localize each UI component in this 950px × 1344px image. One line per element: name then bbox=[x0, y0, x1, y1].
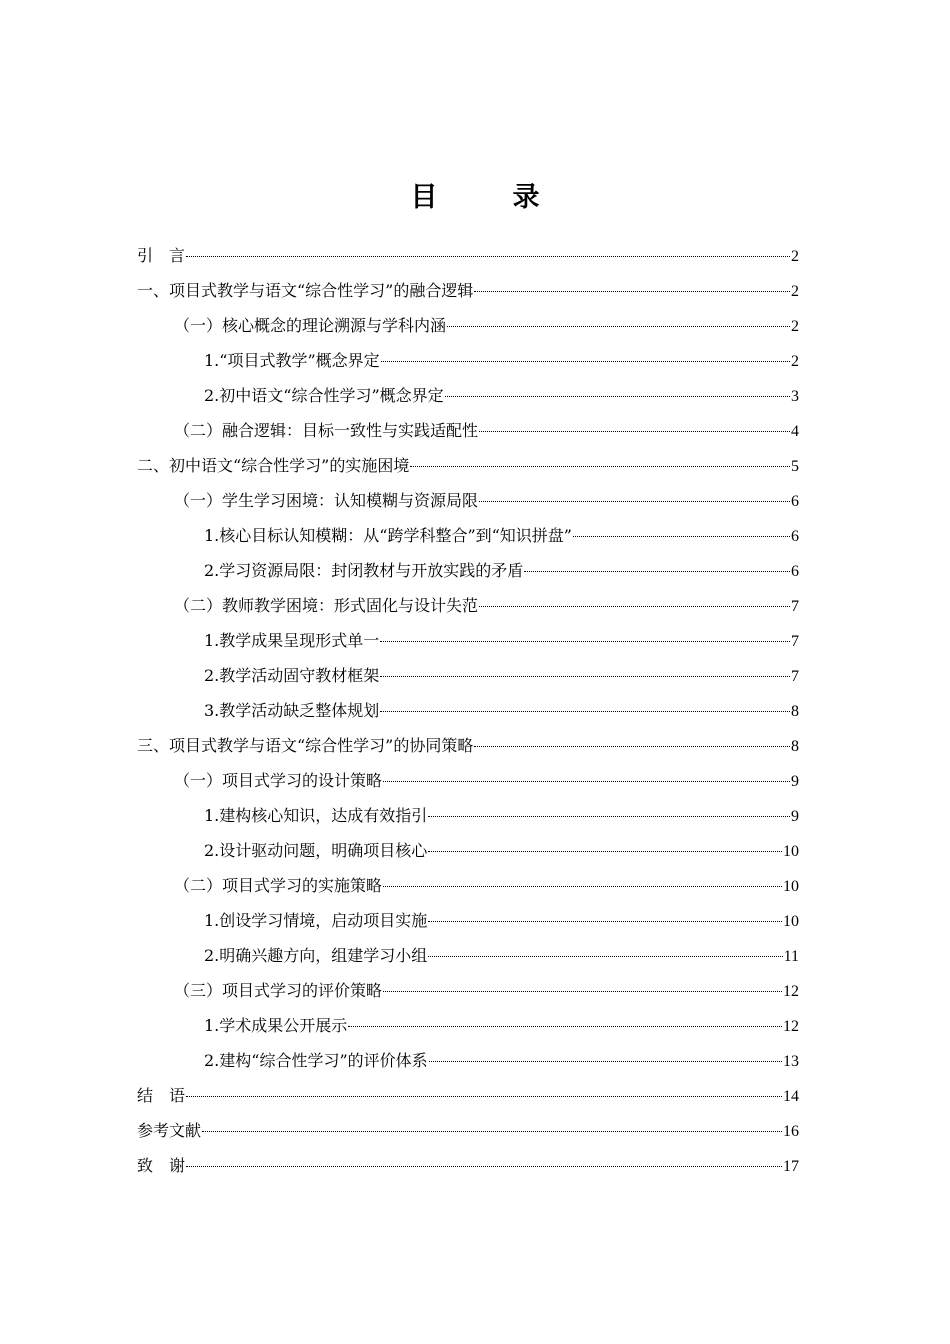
toc-entry-label: 2.初中语文“综合性学习”概念界定 bbox=[204, 386, 444, 405]
toc-entry[interactable] bbox=[137, 273, 799, 308]
page-title: 目 录 bbox=[410, 182, 564, 213]
toc-entry[interactable] bbox=[137, 763, 799, 798]
toc-entry[interactable] bbox=[137, 553, 799, 588]
toc-entry[interactable] bbox=[137, 1148, 799, 1183]
toc-entry-page-number: 7 bbox=[791, 633, 799, 650]
toc-entry[interactable] bbox=[137, 448, 799, 483]
toc-entry-label: （一）学生学习困境：认知模糊与资源局限 bbox=[174, 491, 479, 510]
toc-dot-leader bbox=[573, 536, 790, 537]
toc-entry-label: 参考文献 bbox=[137, 1121, 202, 1140]
toc-dot-leader bbox=[380, 641, 790, 642]
toc-entry[interactable] bbox=[137, 728, 799, 763]
toc-entry[interactable] bbox=[137, 658, 799, 693]
toc-entry-label: 一、项目式教学与语文“综合性学习”的融合逻辑 bbox=[137, 281, 474, 300]
toc-entry-label: 二、初中语文“综合性学习”的实施困境 bbox=[137, 456, 410, 475]
toc-entry-page-number: 6 bbox=[791, 493, 799, 510]
toc-entry-page-number: 7 bbox=[791, 598, 799, 615]
toc-entry-page-number: 2 bbox=[791, 353, 799, 370]
toc-dot-leader bbox=[428, 851, 782, 852]
toc-dot-leader bbox=[381, 361, 790, 362]
toc-entry[interactable] bbox=[137, 483, 799, 518]
toc-dot-leader bbox=[428, 816, 790, 817]
toc-entry[interactable] bbox=[137, 693, 799, 728]
toc-entry-label: （二）项目式学习的实施策略 bbox=[174, 876, 383, 895]
toc-entry-label: 结 语 bbox=[137, 1086, 186, 1105]
toc-entry-label: 1.“项目式教学”概念界定 bbox=[204, 351, 380, 370]
toc-dot-leader bbox=[186, 1096, 782, 1097]
toc-dot-leader bbox=[428, 921, 782, 922]
toc-entry-label: 1.核心目标认知模糊：从“跨学科整合”到“知识拼盘” bbox=[204, 526, 572, 545]
toc-entry-label: 2.学习资源局限：封闭教材与开放实践的矛盾 bbox=[204, 561, 524, 580]
toc-dot-leader bbox=[410, 466, 790, 467]
toc-entry-page-number: 12 bbox=[783, 983, 799, 1000]
toc-entry-label: 1.建构核心知识，达成有效指引 bbox=[204, 806, 428, 825]
toc-entry[interactable] bbox=[137, 343, 799, 378]
toc-entry-label: 1.教学成果呈现形式单一 bbox=[204, 631, 380, 650]
toc-entry[interactable] bbox=[137, 1043, 799, 1078]
toc-entry-page-number: 7 bbox=[791, 668, 799, 685]
toc-dot-leader bbox=[380, 711, 790, 712]
toc-entry-label: 三、项目式教学与语文“综合性学习”的协同策略 bbox=[137, 736, 474, 755]
toc-dot-leader bbox=[524, 571, 790, 572]
toc-dot-leader bbox=[474, 291, 790, 292]
toc-entry-label: 1.创设学习情境，启动项目实施 bbox=[204, 911, 428, 930]
toc-dot-leader bbox=[479, 431, 790, 432]
toc-entry-page-number: 10 bbox=[783, 913, 799, 930]
toc-entry[interactable] bbox=[137, 238, 799, 273]
toc-dot-leader bbox=[479, 606, 790, 607]
toc-dot-leader bbox=[202, 1131, 782, 1132]
toc-entry-page-number: 9 bbox=[791, 773, 799, 790]
toc-entry-page-number: 10 bbox=[783, 843, 799, 860]
toc-entry-page-number: 6 bbox=[791, 528, 799, 545]
toc-dot-leader bbox=[447, 326, 790, 327]
toc-entry-page-number: 2 bbox=[791, 283, 799, 300]
toc-dot-leader bbox=[445, 396, 790, 397]
toc-entry-page-number: 11 bbox=[783, 948, 799, 965]
toc-entry-label: 引 言 bbox=[137, 246, 186, 265]
toc-entry[interactable] bbox=[137, 798, 799, 833]
toc-dot-leader bbox=[186, 1166, 782, 1167]
toc-entry-page-number: 8 bbox=[791, 738, 799, 755]
toc-entry-label: （三）项目式学习的评价策略 bbox=[174, 981, 383, 1000]
toc-dot-leader bbox=[348, 1026, 782, 1027]
toc-entry-page-number: 6 bbox=[791, 563, 799, 580]
toc-entry-label: （一）项目式学习的设计策略 bbox=[174, 771, 383, 790]
toc-entry-page-number: 2 bbox=[791, 318, 799, 335]
toc-dot-leader bbox=[474, 746, 790, 747]
toc-dot-leader bbox=[380, 676, 790, 677]
toc-entry-label: 1.学术成果公开展示 bbox=[204, 1016, 348, 1035]
toc-entry[interactable] bbox=[137, 868, 799, 903]
toc-entry[interactable] bbox=[137, 1008, 799, 1043]
toc-entry-label: 2.明确兴趣方向，组建学习小组 bbox=[204, 946, 428, 965]
table-of-contents bbox=[137, 238, 799, 1183]
toc-dot-leader bbox=[479, 501, 790, 502]
toc-dot-leader bbox=[383, 886, 782, 887]
toc-entry-label: （二）教师教学困境：形式固化与设计失范 bbox=[174, 596, 479, 615]
toc-entry[interactable] bbox=[137, 903, 799, 938]
toc-dot-leader bbox=[186, 256, 790, 257]
toc-entry-label: （二）融合逻辑：目标一致性与实践适配性 bbox=[174, 421, 479, 440]
toc-entry[interactable] bbox=[137, 1078, 799, 1113]
toc-entry[interactable] bbox=[137, 378, 799, 413]
toc-entry[interactable] bbox=[137, 518, 799, 553]
toc-entry-page-number: 10 bbox=[783, 878, 799, 895]
toc-entry-page-number: 14 bbox=[783, 1088, 799, 1105]
toc-entry[interactable] bbox=[137, 833, 799, 868]
toc-entry-label: 2.设计驱动问题，明确项目核心 bbox=[204, 841, 428, 860]
toc-entry-page-number: 16 bbox=[783, 1123, 799, 1140]
toc-entry-label: 3.教学活动缺乏整体规划 bbox=[204, 701, 380, 720]
toc-entry[interactable] bbox=[137, 308, 799, 343]
toc-entry-page-number: 5 bbox=[791, 458, 799, 475]
toc-entry-label: 2.建构“综合性学习”的评价体系 bbox=[204, 1051, 428, 1070]
toc-entry-label: （一）核心概念的理论溯源与学科内涵 bbox=[174, 316, 447, 335]
toc-entry[interactable] bbox=[137, 413, 799, 448]
toc-entry-page-number: 13 bbox=[783, 1053, 799, 1070]
toc-dot-leader bbox=[383, 781, 790, 782]
toc-entry-page-number: 12 bbox=[783, 1018, 799, 1035]
toc-dot-leader bbox=[428, 956, 782, 957]
toc-dot-leader bbox=[383, 991, 782, 992]
toc-entry-page-number: 3 bbox=[791, 388, 799, 405]
toc-entry-page-number: 4 bbox=[791, 423, 799, 440]
toc-entry-page-number: 8 bbox=[791, 703, 799, 720]
toc-entry[interactable] bbox=[137, 623, 799, 658]
toc-entry-label: 致 谢 bbox=[137, 1156, 186, 1175]
toc-entry-page-number: 2 bbox=[791, 248, 799, 265]
toc-entry[interactable] bbox=[137, 938, 799, 973]
toc-entry[interactable] bbox=[137, 588, 799, 623]
toc-entry-page-number: 9 bbox=[791, 808, 799, 825]
toc-entry-label: 2.教学活动固守教材框架 bbox=[204, 666, 380, 685]
toc-entry-page-number: 17 bbox=[783, 1158, 799, 1175]
toc-entry[interactable] bbox=[137, 973, 799, 1008]
toc-dot-leader bbox=[429, 1061, 782, 1062]
toc-entry[interactable] bbox=[137, 1113, 799, 1148]
